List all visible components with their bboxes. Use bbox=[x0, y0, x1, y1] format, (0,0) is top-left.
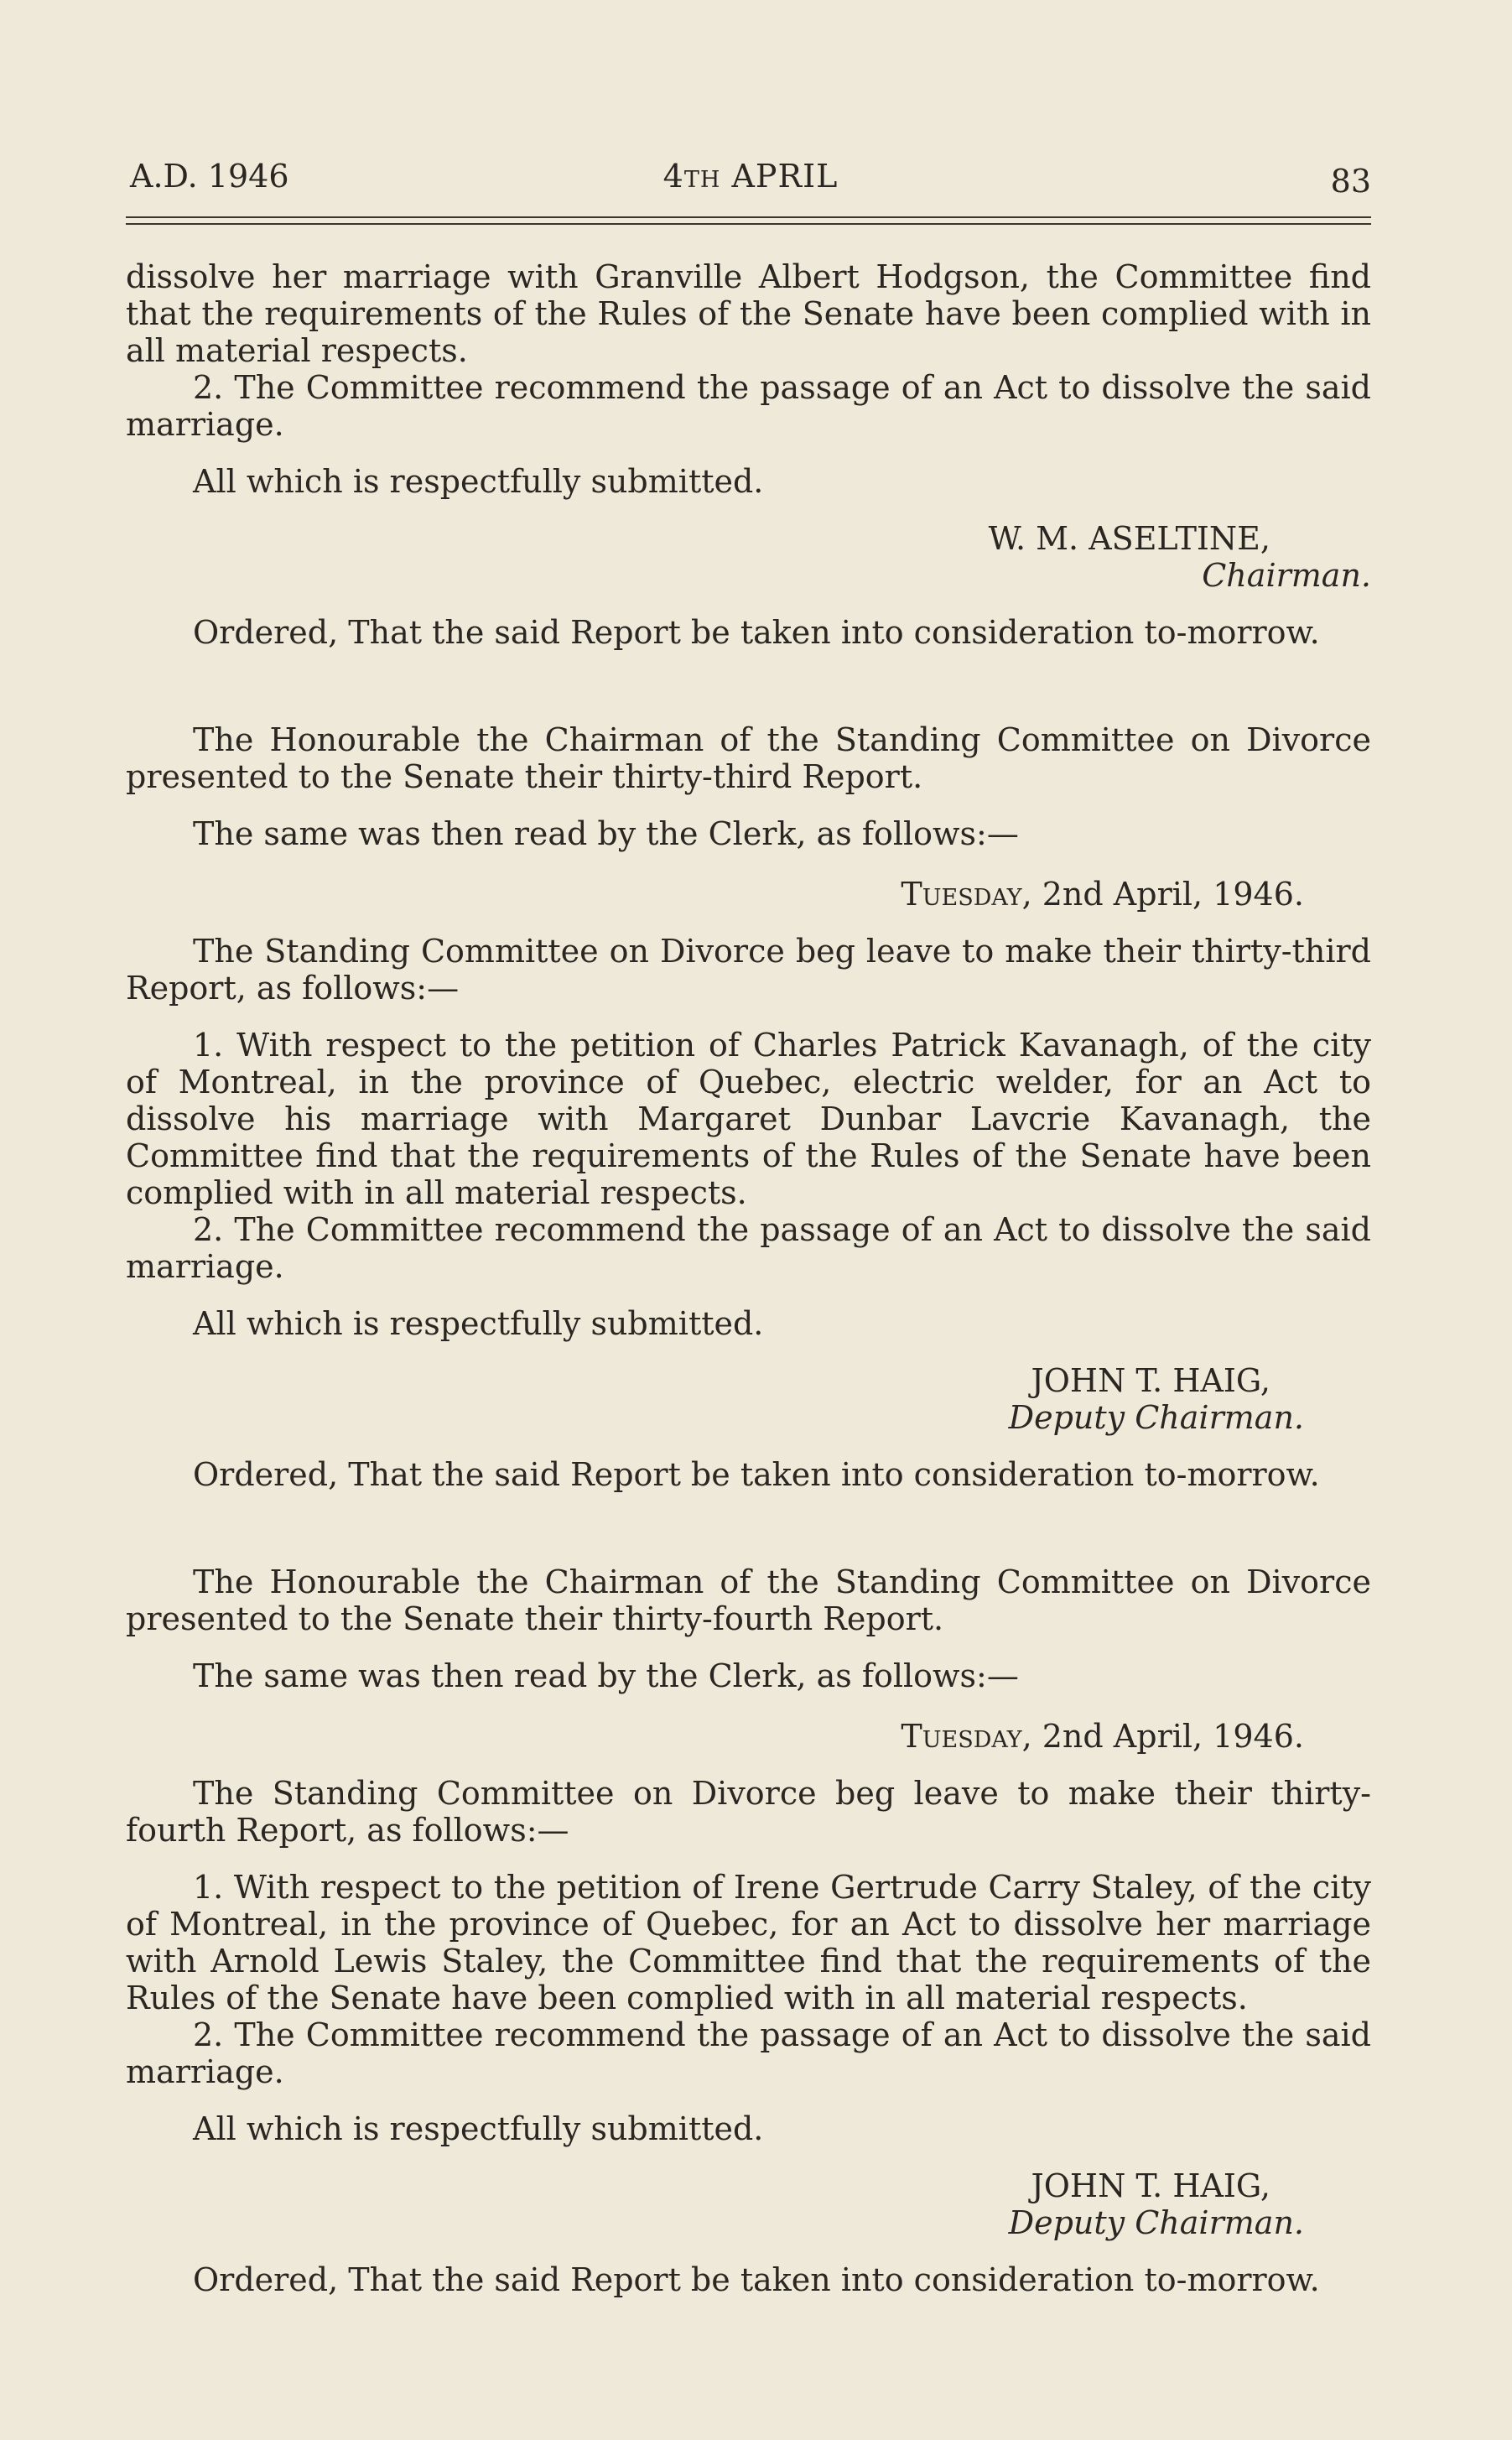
signer-name: JOHN T. HAIG, bbox=[1031, 2167, 1270, 2204]
recommendation-paragraph: 2. The Committee recommend the passage of an Act to dissolve the said marriage. bbox=[126, 2016, 1371, 2090]
report-dateline bbox=[126, 876, 1371, 913]
beg-leave-paragraph: The Standing Committee on Divorce beg leave to make their thirty-third Report, as follows:— bbox=[126, 933, 1371, 1007]
ordered-line: Ordered, That the said Report be taken into consideration to-morrow. bbox=[193, 1456, 1320, 1493]
header-year: A.D. 1946 bbox=[130, 158, 289, 195]
signature-block bbox=[126, 2167, 1371, 2241]
read-by-clerk-line: The same was then read by the Clerk, as follows:— bbox=[193, 1657, 1019, 1694]
submitted-line: All which is respectfully submitted. bbox=[193, 2110, 764, 2147]
report-day: Tuesday, bbox=[901, 1718, 1032, 1755]
report-intro: The Honourable the Chairman of the Standing Committee on Divorce presented to the Senate their thirty-fourth Report. bbox=[126, 1563, 1371, 1637]
signature-block bbox=[126, 1362, 1371, 1436]
report-intro: The Honourable the Chairman of the Standing Committee on Divorce presented to the Senate their thirty-third Report. bbox=[126, 721, 1371, 795]
signer-title: Chairman. bbox=[1202, 557, 1371, 594]
page-number: 83 bbox=[1330, 163, 1371, 200]
header-date-day: 4 bbox=[662, 158, 684, 195]
petition-paragraph: 1. With respect to the petition of Irene Gertrude Carry Staley, of the city of Montreal, in the province of Quebec, for an Act to dissolve her marriage with Arnold Lewis Staley, the Committee find that the requirements of the Rules of the Senate have been complied with in all material respects. bbox=[126, 1869, 1371, 2016]
continuation-paragraph: dissolve her marriage with Granville Albert Hodgson, the Committee find that the requirements of the Rules of the Senate have been complied with in all material respects. bbox=[126, 258, 1371, 369]
beg-leave-paragraph: The Standing Committee on Divorce beg leave to make their thirty-fourth Report, as follows:— bbox=[126, 1775, 1371, 1849]
petition-paragraph: 1. With respect to the petition of Charles Patrick Kavanagh, of the city of Montreal, in the province of Quebec, electric welder, for an Act to dissolve his marriage with Margaret Dunbar Lavcrie Kavanagh, the Committee find that the requirements of the Rules of the Senate have been complied with in all material respects. bbox=[126, 1027, 1371, 1211]
report-date: 2nd April, 1946. bbox=[1042, 1718, 1304, 1755]
submitted-line: All which is respectfully submitted. bbox=[193, 1305, 764, 1342]
running-header bbox=[130, 151, 1371, 201]
read-by-clerk-line: The same was then read by the Clerk, as follows:— bbox=[193, 815, 1019, 852]
report-thirty-fourth bbox=[126, 1563, 1371, 2298]
signer-title: Deputy Chairman. bbox=[1008, 1399, 1304, 1436]
report-dateline bbox=[126, 1718, 1371, 1755]
report-day: Tuesday, bbox=[901, 876, 1032, 913]
previous-report-continuation bbox=[126, 258, 1371, 651]
signer-name: JOHN T. HAIG, bbox=[1031, 1362, 1270, 1399]
page-body bbox=[126, 258, 1371, 2298]
header-date-month: APRIL bbox=[731, 158, 839, 195]
report-date: 2nd April, 1946. bbox=[1042, 876, 1304, 913]
header-rule-top bbox=[126, 216, 1371, 218]
signer-name: W. M. ASELTINE, bbox=[988, 520, 1270, 557]
recommendation-paragraph: 2. The Committee recommend the passage of an Act to dissolve the said marriage. bbox=[126, 369, 1371, 443]
report-thirty-third bbox=[126, 721, 1371, 1493]
header-rule-bottom bbox=[126, 223, 1371, 225]
recommendation-paragraph: 2. The Committee recommend the passage of an Act to dissolve the said marriage. bbox=[126, 1211, 1371, 1285]
signer-title: Deputy Chairman. bbox=[1008, 2204, 1304, 2241]
header-date bbox=[130, 158, 1371, 195]
header-date-suffix: th bbox=[683, 158, 721, 195]
ordered-line: Ordered, That the said Report be taken into consideration to-morrow. bbox=[193, 614, 1320, 651]
signature-block bbox=[126, 520, 1371, 594]
ordered-line: Ordered, That the said Report be taken into consideration to-morrow. bbox=[193, 2261, 1320, 2298]
submitted-line: All which is respectfully submitted. bbox=[193, 463, 764, 500]
